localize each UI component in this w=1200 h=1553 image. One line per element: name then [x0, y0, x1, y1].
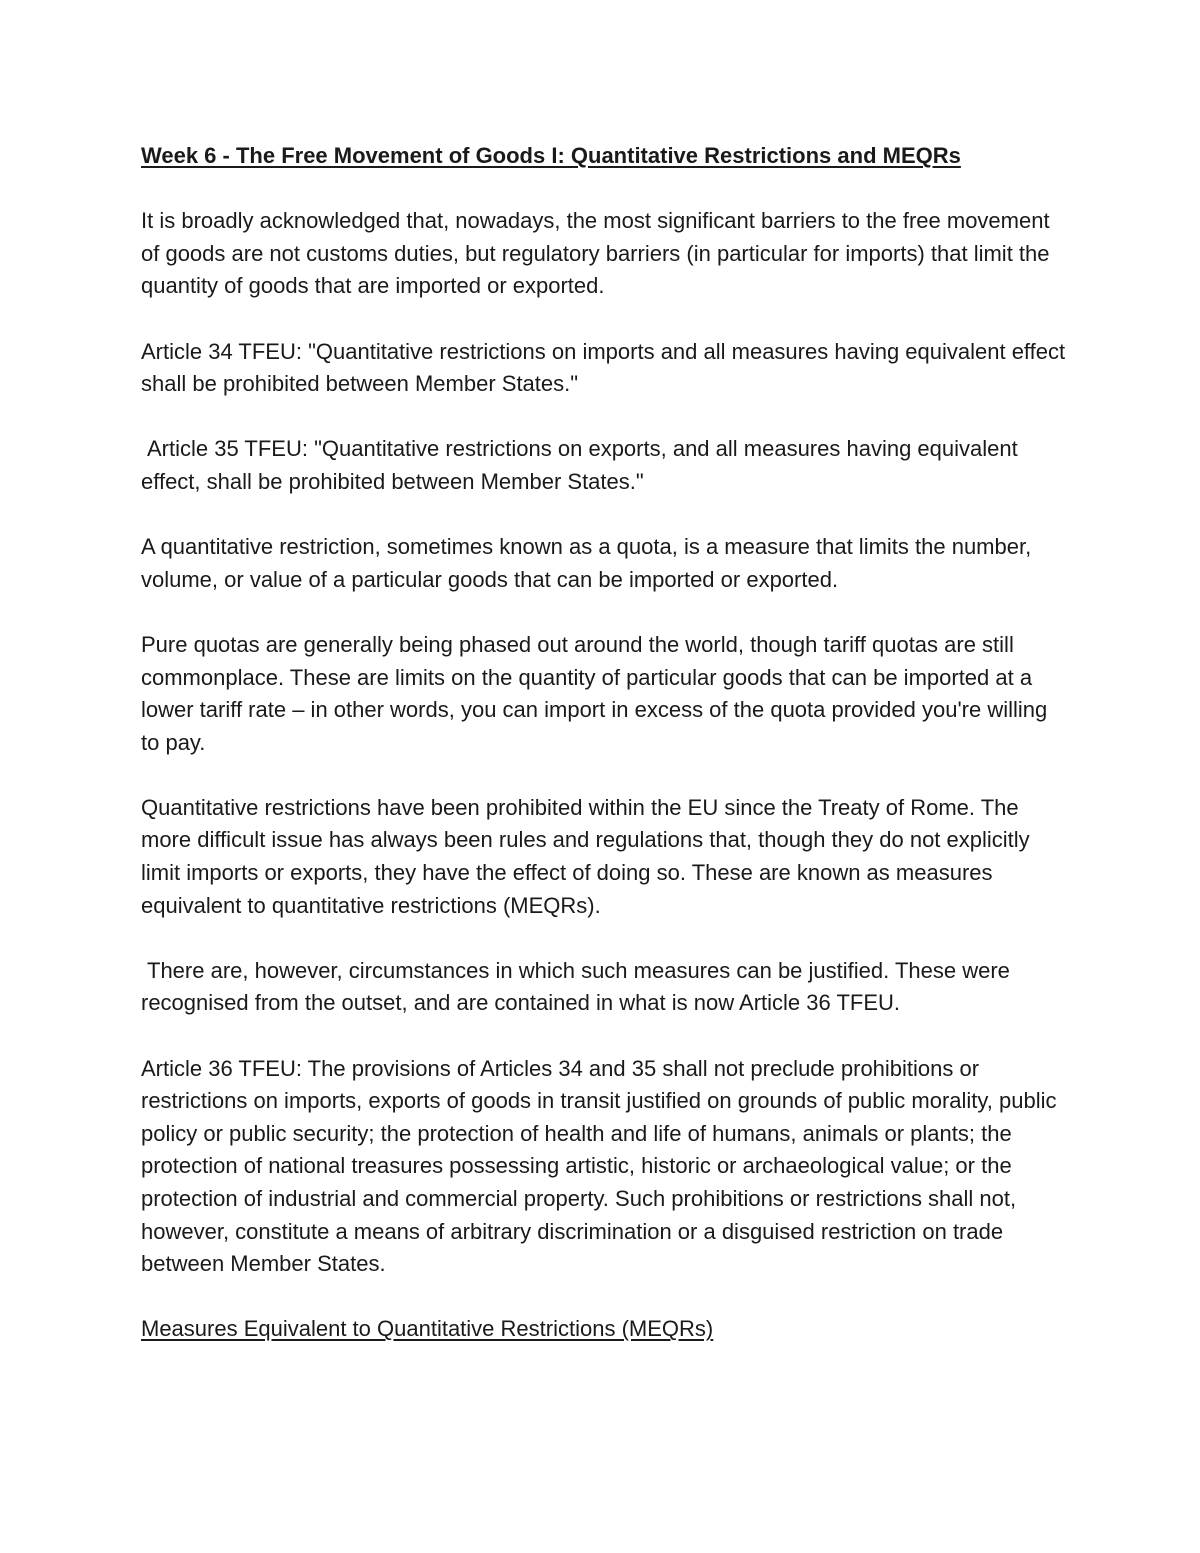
paragraph-pure-quotas: Pure quotas are generally being phased out around the world, though tariff quotas are still commonplace. These are limits on the quantity of particular goods that can be imported at a lower tariff rate – in other words, you can import in excess of the quota provided you're willing to pay.	[141, 631, 1048, 755]
paragraph-justification: There are, however, circumstances in which such measures can be justified. These were recognised from the outset, and are contained in what is now Article 36 TFEU.	[141, 957, 1010, 1016]
paragraph-meqrs-intro: Quantitative restrictions have been prohibited within the EU since the Treaty of Rome. The more difficult issue has always been rules and regulations that, though they do not explicitly limit imports or exports, they have the effect of doing so. These are known as measures equivalent to quantitative restrictions (MEQRs).	[141, 794, 1030, 918]
paragraph-article-34: Article 34 TFEU: "Quantitative restrictions on imports and all measures having equivalent effect shall be prohibited between Member States."	[141, 338, 1066, 397]
document-body	[141, 140, 1066, 1346]
section-heading-meqrs: Measures Equivalent to Quantitative Restrictions (MEQRs)	[141, 1316, 714, 1342]
document-title: Week 6 - The Free Movement of Goods I: Quantitative Restrictions and MEQRs	[141, 143, 961, 168]
paragraph-article-36: Article 36 TFEU: The provisions of Articles 34 and 35 shall not preclude prohibitions or restrictions on imports, exports of goods in transit justified on grounds of public morality, public policy or public security; the protection of health and life of humans, animals or plants; the protection of national treasures possessing artistic, historic or archaeological value; or the protection of industrial and commercial property. Such prohibitions or restrictions shall not, however, constitute a means of arbitrary discrimination or a disguised restriction on trade between Member States.	[141, 1055, 1057, 1277]
paragraph-intro: It is broadly acknowledged that, nowadays, the most significant barriers to the free movement of goods are not customs duties, but regulatory barriers (in particular for imports) that limit the quantity of goods that are imported or exported.	[141, 208, 1050, 299]
paragraph-quota-definition: A quantitative restriction, sometimes known as a quota, is a measure that limits the number, volume, or value of a particular goods that can be imported or exported.	[141, 534, 1032, 592]
paragraph-article-35: Article 35 TFEU: "Quantitative restrictions on exports, and all measures having equivalent effect, shall be prohibited between Member States."	[141, 436, 1018, 494]
